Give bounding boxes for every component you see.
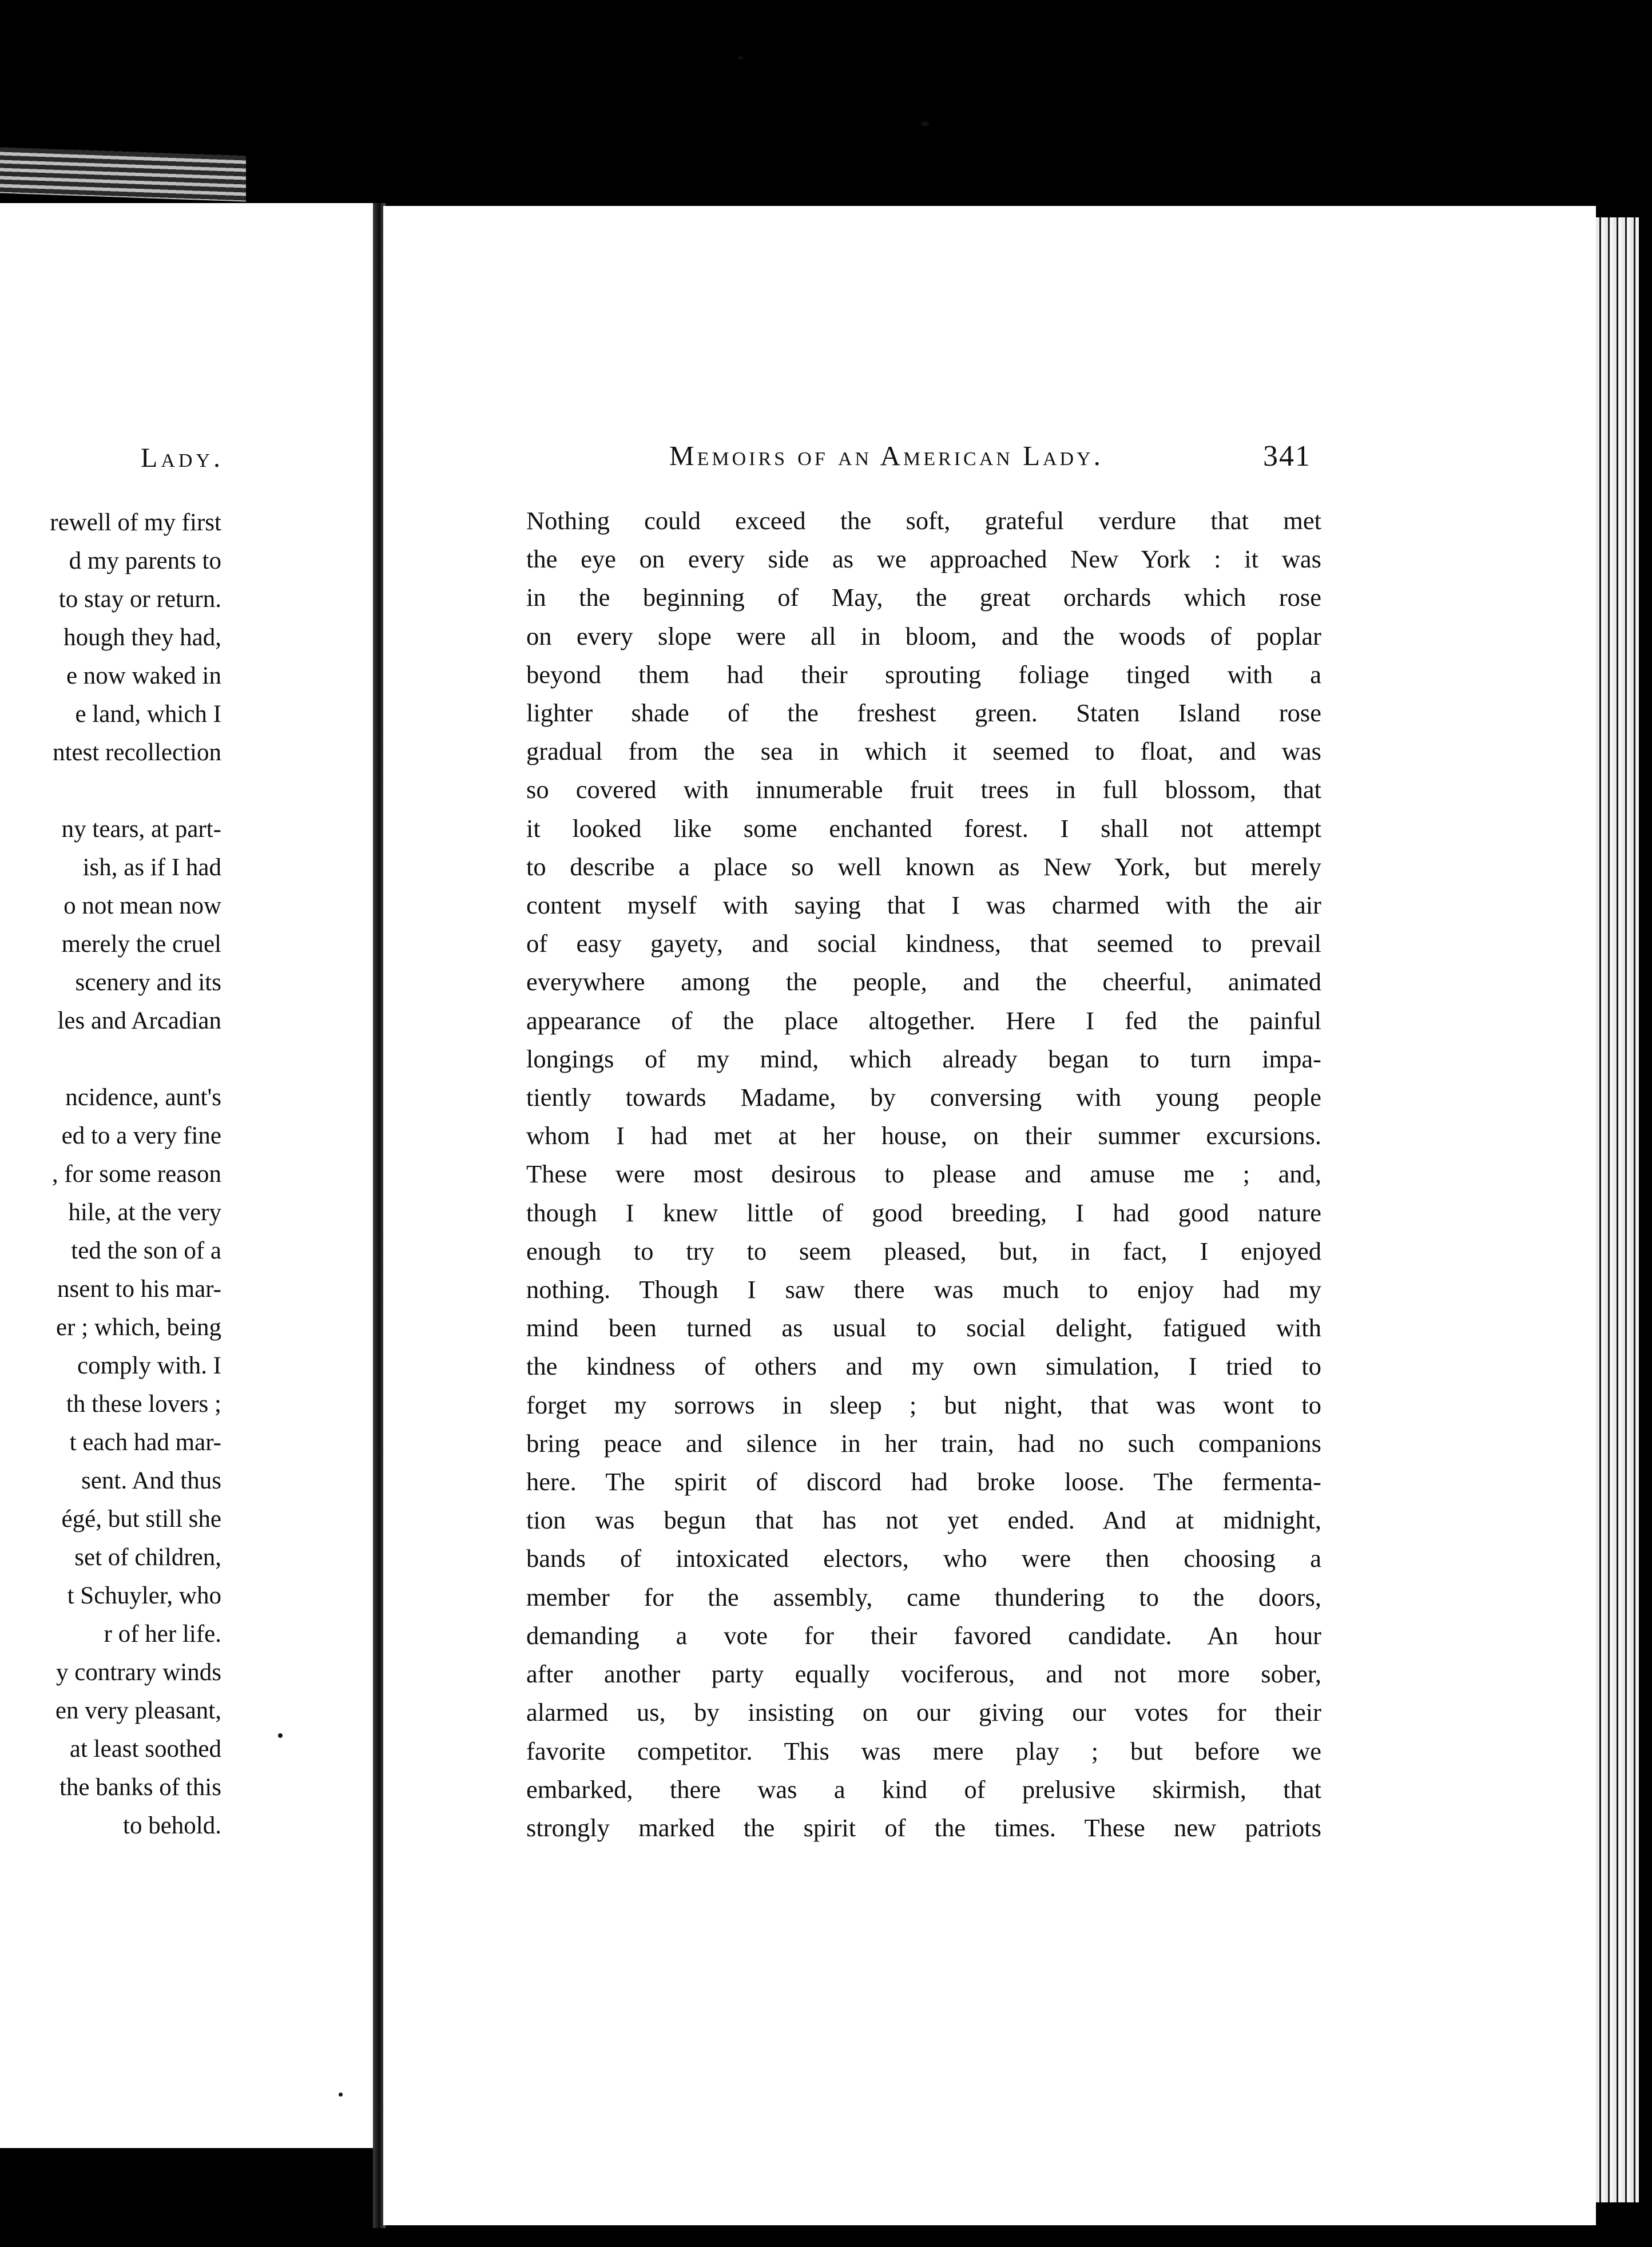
text-line: ntest recollection (53, 739, 221, 766)
text-line: so covered with innumerable fruit trees in full blossom, that (526, 775, 1321, 804)
text-line: t Schuyler, who (67, 1582, 221, 1609)
speck (278, 1733, 283, 1738)
text-line: nothing. Though I saw there was much to enjoy had my (526, 1275, 1321, 1304)
text-line: mind been turned as usual to social delight, fatigued with (526, 1313, 1321, 1343)
text-line: y contrary winds (56, 1659, 221, 1686)
text-line: here. The spirit of discord had broke loose. The fermenta- (526, 1467, 1321, 1496)
text-line: embarked, there was a kind of prelusive skirmish, that (526, 1774, 1321, 1804)
text-line: égé, but still she (61, 1506, 221, 1533)
left-page (0, 203, 375, 2148)
text-line: d my parents to (69, 547, 221, 574)
text-line: bring peace and silence in her train, had no such companions (526, 1428, 1321, 1458)
text-line: enough to try to seem pleased, but, in fact, I enjoyed (526, 1236, 1321, 1265)
text-line: ny tears, at part- (61, 816, 221, 843)
text-line: bands of intoxicated electors, who were then choosing a (526, 1544, 1321, 1573)
text-line: though I knew little of good breeding, I had good nature (526, 1198, 1321, 1227)
text-line: whom I had met at her house, on their summer excursions. (526, 1121, 1321, 1150)
text-line: , for some reason (51, 1161, 221, 1188)
text-line: tiently towards Madame, by conversing with young people (526, 1083, 1321, 1112)
text-line: the banks of this (59, 1774, 221, 1801)
text-line: strongly marked the spirit of the times. These new patriots (526, 1813, 1321, 1842)
text-line: at least soothed (69, 1736, 221, 1762)
text-line: longings of my mind, which already began to turn impa- (526, 1044, 1321, 1073)
text-line: comply with. I (77, 1352, 221, 1379)
text-line: r of her life. (104, 1621, 221, 1647)
text-line: rewell of my first (50, 509, 221, 536)
text-line: lighter shade of the freshest green. Staten Island rose (526, 698, 1321, 728)
text-line: ish, as if I had (82, 854, 221, 881)
speck (921, 121, 929, 126)
text-line: tion was begun that has not yet ended. And at midnight, (526, 1506, 1321, 1535)
text-line: appearance of the place altogether. Here I fed the painful (526, 1006, 1321, 1035)
text-line: les and Arcadian (57, 1007, 221, 1034)
text-line: of easy gayety, and social kindness, that seemed to prevail (526, 929, 1321, 958)
text-line: forget my sorrows in sleep ; but night, that was wont to (526, 1390, 1321, 1419)
text-line: it looked like some enchanted forest. I shall not attempt (526, 813, 1321, 843)
text-line: e land, which I (75, 701, 221, 728)
text-line: These were most desirous to please and amuse me ; and, (526, 1160, 1321, 1189)
text-line: hile, at the very (68, 1199, 221, 1226)
left-page-edge (0, 147, 246, 201)
text-line: demanding a vote for their favored candidate. An hour (526, 1621, 1321, 1650)
text-line: the eye on every side as we approached New York : it was (526, 545, 1321, 574)
paragraph-gap (50, 1040, 221, 1078)
text-line: ncidence, aunt's (65, 1084, 221, 1111)
text-line: in the beginning of May, the great orchards which rose (526, 583, 1321, 612)
text-line: ed to a very fine (61, 1122, 221, 1149)
text-line: nsent to his mar- (57, 1276, 221, 1303)
text-line: to behold. (123, 1812, 221, 1839)
running-head: Memoirs of an American Lady. (669, 440, 1103, 471)
speck (738, 56, 743, 59)
text-line: alarmed us, by insisting on our giving our votes for their (526, 1698, 1321, 1727)
text-line: e now waked in (66, 662, 221, 689)
text-line: merely the cruel (61, 931, 221, 958)
text-line: Nothing could exceed the soft, grateful verdure that met (526, 506, 1321, 535)
text-line: to stay or return. (58, 586, 221, 613)
text-line: content myself with saying that I was charmed with the air (526, 891, 1321, 920)
text-line: er ; which, being (56, 1314, 221, 1341)
text-line: t each had mar- (69, 1429, 221, 1456)
text-line: scenery and its (75, 969, 221, 996)
page-number: 341 (1263, 440, 1311, 473)
text-line: en very pleasant, (55, 1697, 221, 1724)
speck (339, 2093, 343, 2097)
text-line: o not mean now (63, 892, 221, 919)
left-running-head: Lady. (141, 443, 224, 473)
text-line: the kindness of others and my own simulation, I tried to (526, 1352, 1321, 1381)
text-line: everywhere among the people, and the cheerful, animated (526, 967, 1321, 997)
text-line: to describe a place so well known as New York, but merely (526, 852, 1321, 881)
text-line: th these lovers ; (66, 1391, 221, 1418)
text-line: member for the assembly, came thundering to the doors, (526, 1582, 1321, 1611)
text-line: set of children, (74, 1544, 221, 1571)
text-line: gradual from the sea in which it seemed to float, and was (526, 737, 1321, 766)
text-line: ted the son of a (71, 1237, 221, 1264)
text-line: hough they had, (63, 624, 221, 651)
text-line: sent. And thus (81, 1467, 221, 1494)
body-text (526, 502, 1321, 1847)
paragraph-gap (50, 772, 221, 810)
right-page-edges (1596, 217, 1639, 2202)
text-line: beyond them had their sprouting foliage tinged with a (526, 660, 1321, 689)
text-line: favorite competitor. This was mere play ; but before we (526, 1736, 1321, 1765)
left-page-text (50, 503, 221, 1845)
text-line: after another party equally vociferous, and not more sober, (526, 1660, 1321, 1689)
text-line: on every slope were all in bloom, and the woods of poplar (526, 621, 1321, 650)
